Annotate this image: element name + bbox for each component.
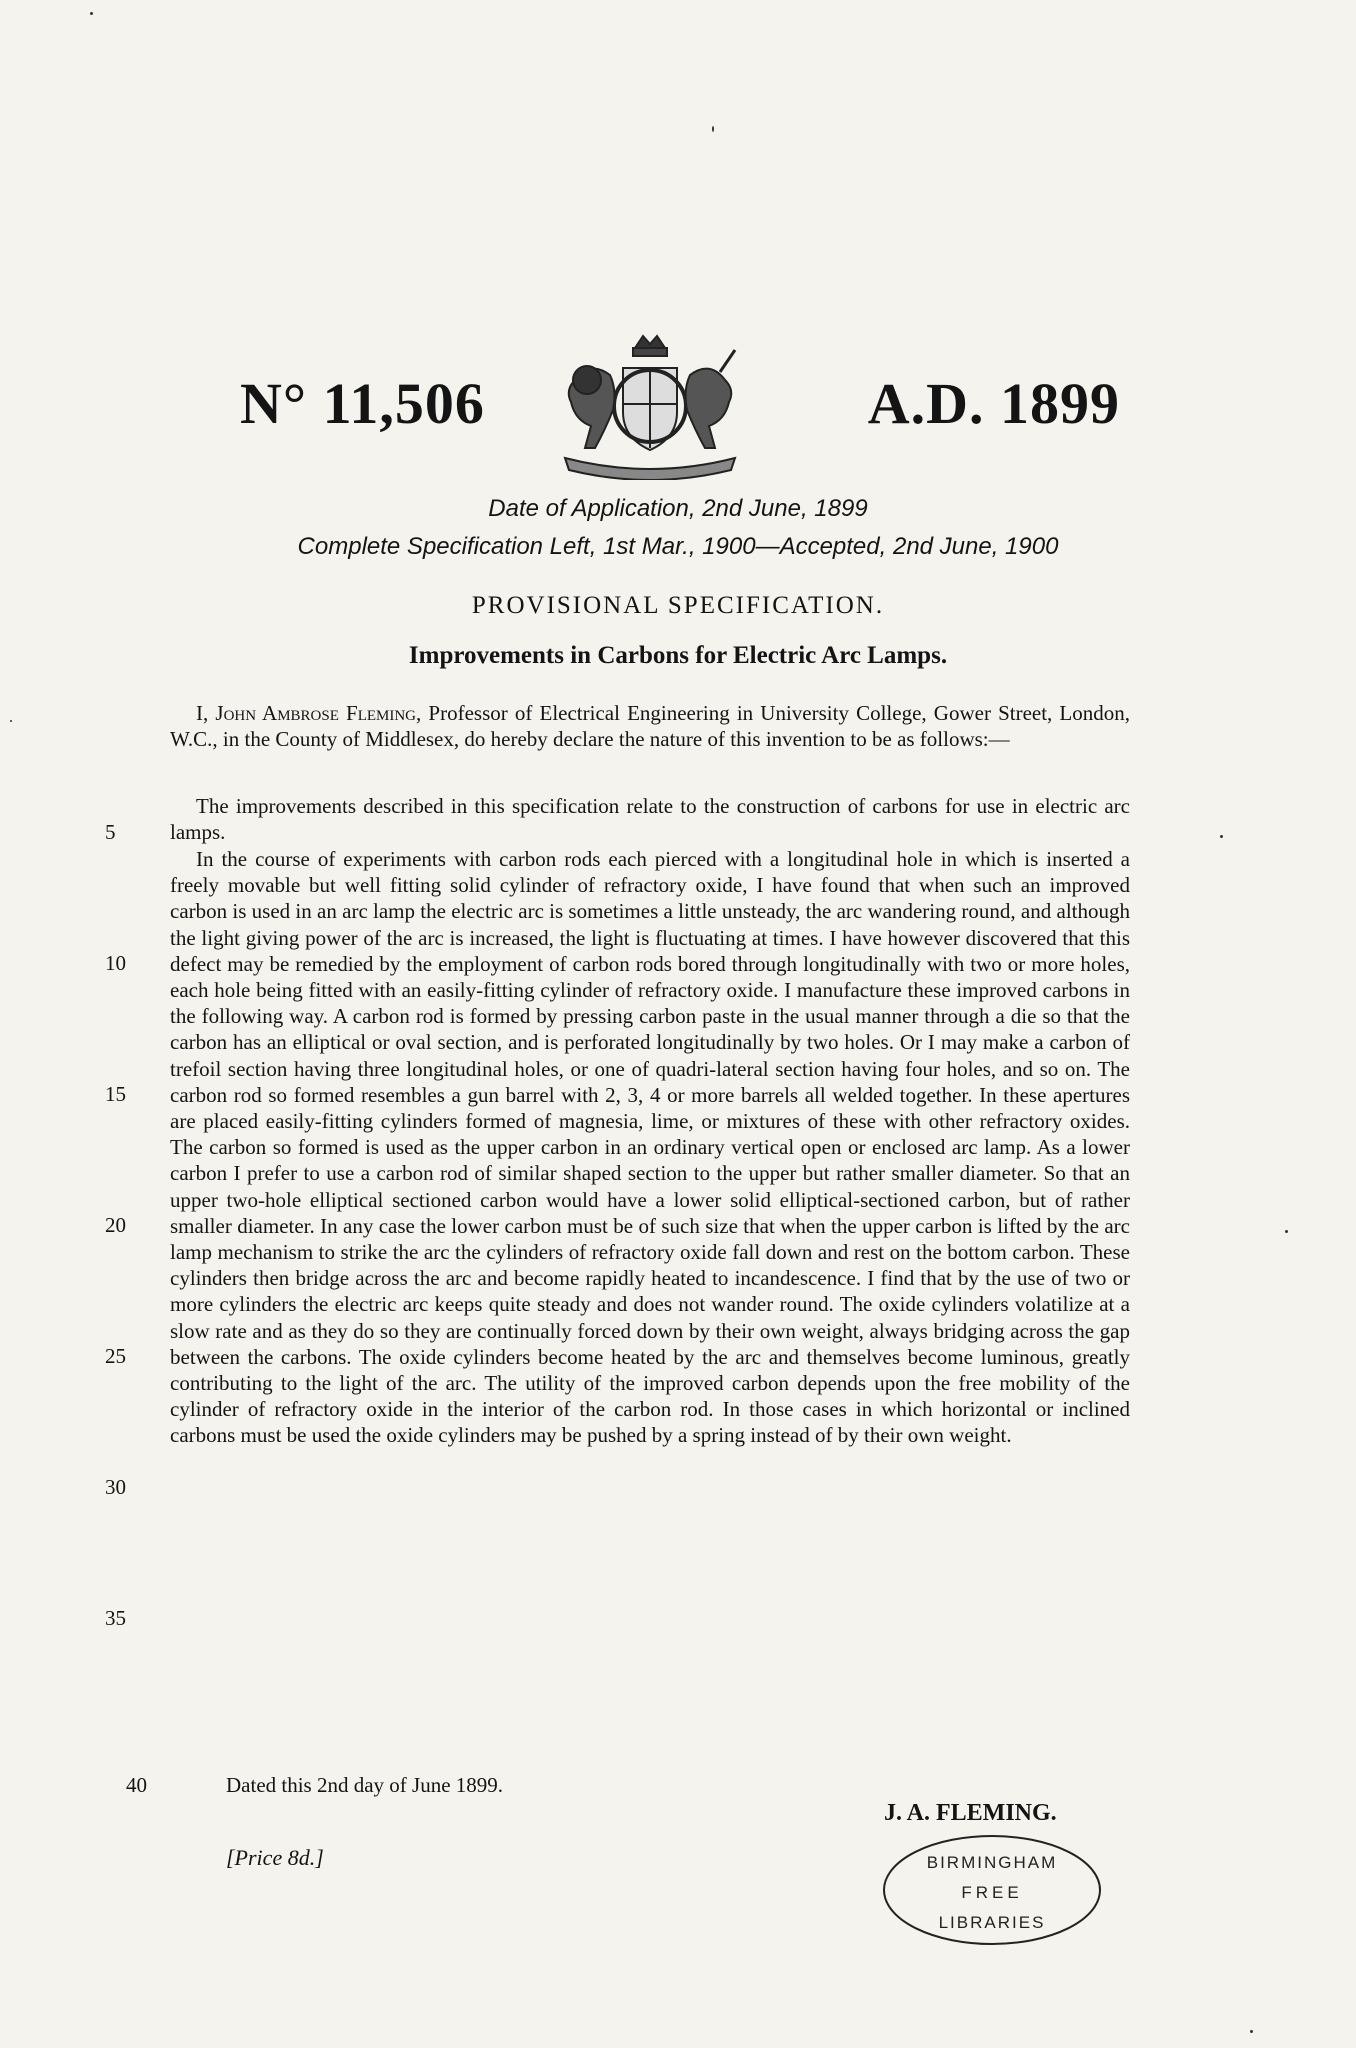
line-number: 35 bbox=[105, 1606, 126, 1630]
line-number: 20 bbox=[105, 1213, 126, 1237]
scan-speck bbox=[1285, 1230, 1288, 1233]
stamp-bottom-text: LIBRARIES bbox=[938, 1913, 1046, 1932]
line-number: 15 bbox=[105, 1082, 126, 1106]
scan-speck bbox=[90, 12, 93, 15]
line-number: 5 bbox=[105, 820, 116, 844]
dated-line: Dated this 2nd day of June 1899. bbox=[226, 1773, 504, 1797]
declaration-rest: , Professor of Electrical Engineering in University College, Gower Street, London, W.C., in the County of Middlesex, do hereby declare the nature of this invention to be as follows:— bbox=[170, 701, 1131, 752]
patent-year: A.D. 1899 bbox=[867, 371, 1120, 436]
royal-coat-of-arms-icon bbox=[535, 330, 765, 480]
line-number: 30 bbox=[105, 1475, 126, 1499]
patent-header bbox=[220, 330, 1140, 480]
declaration-prefix: I, bbox=[196, 701, 216, 725]
complete-specification-date: Complete Specification Left, 1st Mar., 1900—Accepted, 2nd June, 1900 bbox=[297, 533, 1059, 560]
library-stamp bbox=[878, 1830, 1106, 1950]
specification-title: Improvements in Carbons for Electric Arc Lamps. bbox=[408, 642, 948, 669]
scan-speck bbox=[10, 720, 12, 722]
application-dates bbox=[0, 490, 1356, 566]
declaration-paragraph bbox=[170, 700, 1130, 752]
scan-speck bbox=[1220, 835, 1223, 838]
stamp-top-text: BIRMINGHAM bbox=[926, 1853, 1058, 1872]
inventor-name: John Ambrose Fleming bbox=[215, 701, 417, 725]
line-number: 40 bbox=[126, 1773, 147, 1797]
stamp-middle-text: FREE bbox=[961, 1883, 1023, 1902]
patent-number: N° 11,506 bbox=[240, 371, 485, 436]
line-number: 10 bbox=[105, 951, 126, 975]
price: [Price 8d.] bbox=[226, 1845, 324, 1870]
scan-speck bbox=[712, 126, 714, 132]
line-number: 25 bbox=[105, 1344, 126, 1368]
date-of-application: Date of Application, 2nd June, 1899 bbox=[488, 495, 868, 522]
signature: J. A. FLEMING. bbox=[884, 1800, 1057, 1826]
body-paragraph: In the course of experiments with carbon rods each pierced with a longitudinal hole in which is inserted a freely movable but well fitting solid cylinder of refractory oxide, I have found that when such an improved carbon is used in an arc lamp the electric arc is sometimes a little unsteady, the arc wandering round, and although the light giving power of the arc is increased, the light is fluctuating at times. I have however discovered that this defect may be remedied by the employment of carbon rods bored through longitudinally with two or more holes, each hole being fitted with an easily-fitting cylinder of refractory oxide. I manufacture these improved carbons in the following way. A carbon rod is formed by pressing carbon paste in the usual manner through a die so that the carbon has an elliptical or oval section, and is perforated longitudinally by two holes. Or I may make a carbon of trefoil section having three longitudinal holes, or one of quadri-lateral section having four holes, and so on. The carbon rod so formed resembles a gun barrel with 2, 3, 4 or more barrels all welded together. In these apertures are placed easily-fitting cylinders formed of magnesia, lime, or mixtures of these with other refractory oxides. The carbon so formed is used as the upper carbon in an ordinary vertical open or enclosed arc lamp. As a lower carbon I prefer to use a carbon rod of similar shaped section to the upper but rather smaller diameter. So that an upper two-hole elliptical sectioned carbon would have a lower solid elliptical-sectioned carbon, but of rather smaller diameter. In any case the lower carbon must be of such size that when the upper carbon is lifted by the arc lamp mechanism to strike the arc the cylinders of refractory oxide fall down and rest on the bottom carbon. These cylinders then bridge across the arc and become rapidly heated to incandescence. I find that by the use of two or more cylinders the electric arc keeps quite steady and does not wander round. The oxide cylinders volatilize at a slow rate and as they do so they are continually forced down by their own weight, always bridging across the gap between the carbons. The oxide cylinders become heated by the arc and themselves become luminous, greatly contributing to the light of the arc. The utility of the improved carbon depends upon the free mobility of the cylinder of refractory oxide in the interior of the carbon rod. In those cases in which horizontal or inclined carbons must be used the oxide cylinders may be pushed by a spring instead of by their own weight. bbox=[170, 847, 1130, 1448]
scan-speck bbox=[1250, 2030, 1253, 2033]
specification-heading: PROVISIONAL SPECIFICATION. bbox=[471, 592, 885, 619]
body-paragraph: The improvements described in this specification relate to the construction of carbons for use in electric arc lamps. bbox=[170, 794, 1130, 845]
